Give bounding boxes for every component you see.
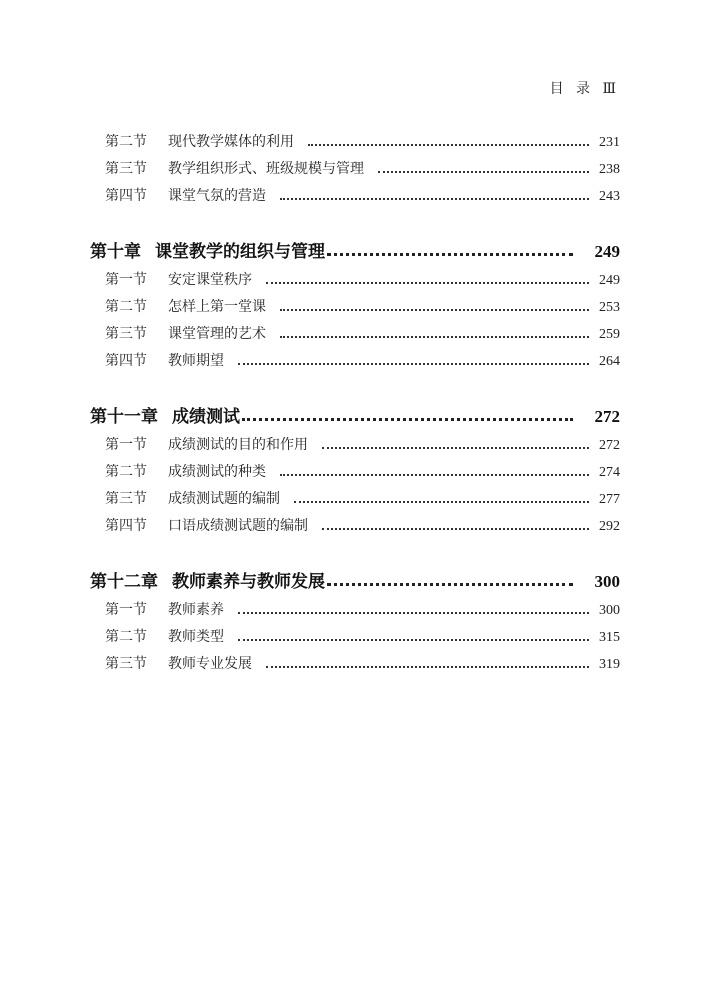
section-number: 第四节 xyxy=(105,188,147,204)
section-number: 第二节 xyxy=(105,464,147,480)
dot-leader xyxy=(238,639,589,641)
section-number: 第三节 xyxy=(105,161,147,177)
section-title: 教师专业发展 xyxy=(168,656,252,672)
section-number: 第一节 xyxy=(105,602,147,618)
chapter-page-number: 300 xyxy=(594,572,620,591)
toc-section-row[interactable] xyxy=(90,178,620,205)
section-page-number: 315 xyxy=(599,630,620,645)
section-number: 第三节 xyxy=(105,656,147,672)
section-number: 第四节 xyxy=(105,518,147,534)
dot-leader xyxy=(238,612,589,614)
running-header: 目 录 Ⅲ xyxy=(549,81,620,97)
dot-leader xyxy=(280,336,589,338)
chapter-number: 第十二章 xyxy=(90,572,158,592)
chapter-title: 课堂教学的组织与管理 xyxy=(155,242,325,262)
spacer xyxy=(90,205,620,230)
dot-leader xyxy=(322,528,589,530)
section-title: 课堂管理的艺术 xyxy=(168,326,266,342)
dot-leader xyxy=(266,666,589,668)
section-number: 第一节 xyxy=(105,437,147,453)
toc-section-row[interactable] xyxy=(90,592,620,619)
section-number: 第一节 xyxy=(105,272,147,288)
table-of-contents xyxy=(90,124,620,673)
section-page-number: 231 xyxy=(599,135,620,150)
section-number: 第三节 xyxy=(105,326,147,342)
section-number: 第三节 xyxy=(105,491,147,507)
section-title: 口语成绩测试题的编制 xyxy=(168,518,308,534)
section-title: 安定课堂秩序 xyxy=(168,272,252,288)
dot-leader xyxy=(378,171,589,173)
toc-chapter-row[interactable] xyxy=(90,230,620,262)
section-number: 第二节 xyxy=(105,134,147,150)
section-title: 课堂气氛的营造 xyxy=(168,188,266,204)
toc-section-row[interactable] xyxy=(90,646,620,673)
dot-leader xyxy=(238,363,589,365)
toc-section-row[interactable] xyxy=(90,262,620,289)
section-number: 第二节 xyxy=(105,299,147,315)
dot-leader xyxy=(280,309,589,311)
section-title: 教学组织形式、班级规模与管理 xyxy=(168,161,364,177)
section-title: 成绩测试题的编制 xyxy=(168,491,280,507)
chapter-title: 成绩测试 xyxy=(172,407,240,427)
section-title: 教师类型 xyxy=(168,629,224,645)
section-page-number: 238 xyxy=(599,162,620,177)
dot-leader xyxy=(327,253,573,256)
toc-section-row[interactable] xyxy=(90,427,620,454)
dot-leader xyxy=(308,144,589,146)
chapter-title: 教师素养与教师发展 xyxy=(172,572,325,592)
toc-section-row[interactable] xyxy=(90,289,620,316)
section-page-number: 319 xyxy=(599,657,620,672)
section-number: 第四节 xyxy=(105,353,147,369)
section-page-number: 292 xyxy=(599,519,620,534)
dot-leader xyxy=(280,474,589,476)
section-page-number: 277 xyxy=(599,492,620,507)
toc-section-row[interactable] xyxy=(90,316,620,343)
section-title: 现代教学媒体的利用 xyxy=(168,134,294,150)
dot-leader xyxy=(266,282,589,284)
section-page-number: 274 xyxy=(599,465,620,480)
section-title: 怎样上第一堂课 xyxy=(168,299,266,315)
section-title: 成绩测试的目的和作用 xyxy=(168,437,308,453)
toc-section-row[interactable] xyxy=(90,481,620,508)
toc-section-row[interactable] xyxy=(90,151,620,178)
toc-section-row[interactable] xyxy=(90,454,620,481)
section-page-number: 253 xyxy=(599,300,620,315)
dot-leader xyxy=(280,198,589,200)
chapter-number: 第十章 xyxy=(90,242,141,262)
chapter-page-number: 249 xyxy=(594,242,620,261)
toc-section-row[interactable] xyxy=(90,124,620,151)
dot-leader xyxy=(322,447,589,449)
chapter-page-number: 272 xyxy=(594,407,620,426)
section-page-number: 300 xyxy=(599,603,620,618)
dot-leader xyxy=(294,501,589,503)
section-page-number: 259 xyxy=(599,327,620,342)
section-page-number: 264 xyxy=(599,354,620,369)
toc-chapter-row[interactable] xyxy=(90,560,620,592)
toc-section-row[interactable] xyxy=(90,508,620,535)
toc-section-row[interactable] xyxy=(90,343,620,370)
spacer xyxy=(90,370,620,395)
section-title: 教师期望 xyxy=(168,353,224,369)
toc-chapter-row[interactable] xyxy=(90,395,620,427)
section-page-number: 249 xyxy=(599,273,620,288)
section-number: 第二节 xyxy=(105,629,147,645)
section-title: 成绩测试的种类 xyxy=(168,464,266,480)
spacer xyxy=(90,535,620,560)
dot-leader xyxy=(327,583,573,586)
section-title: 教师素养 xyxy=(168,602,224,618)
section-page-number: 272 xyxy=(599,438,620,453)
toc-section-row[interactable] xyxy=(90,619,620,646)
section-page-number: 243 xyxy=(599,189,620,204)
chapter-number: 第十一章 xyxy=(90,407,158,427)
dot-leader xyxy=(242,418,573,421)
